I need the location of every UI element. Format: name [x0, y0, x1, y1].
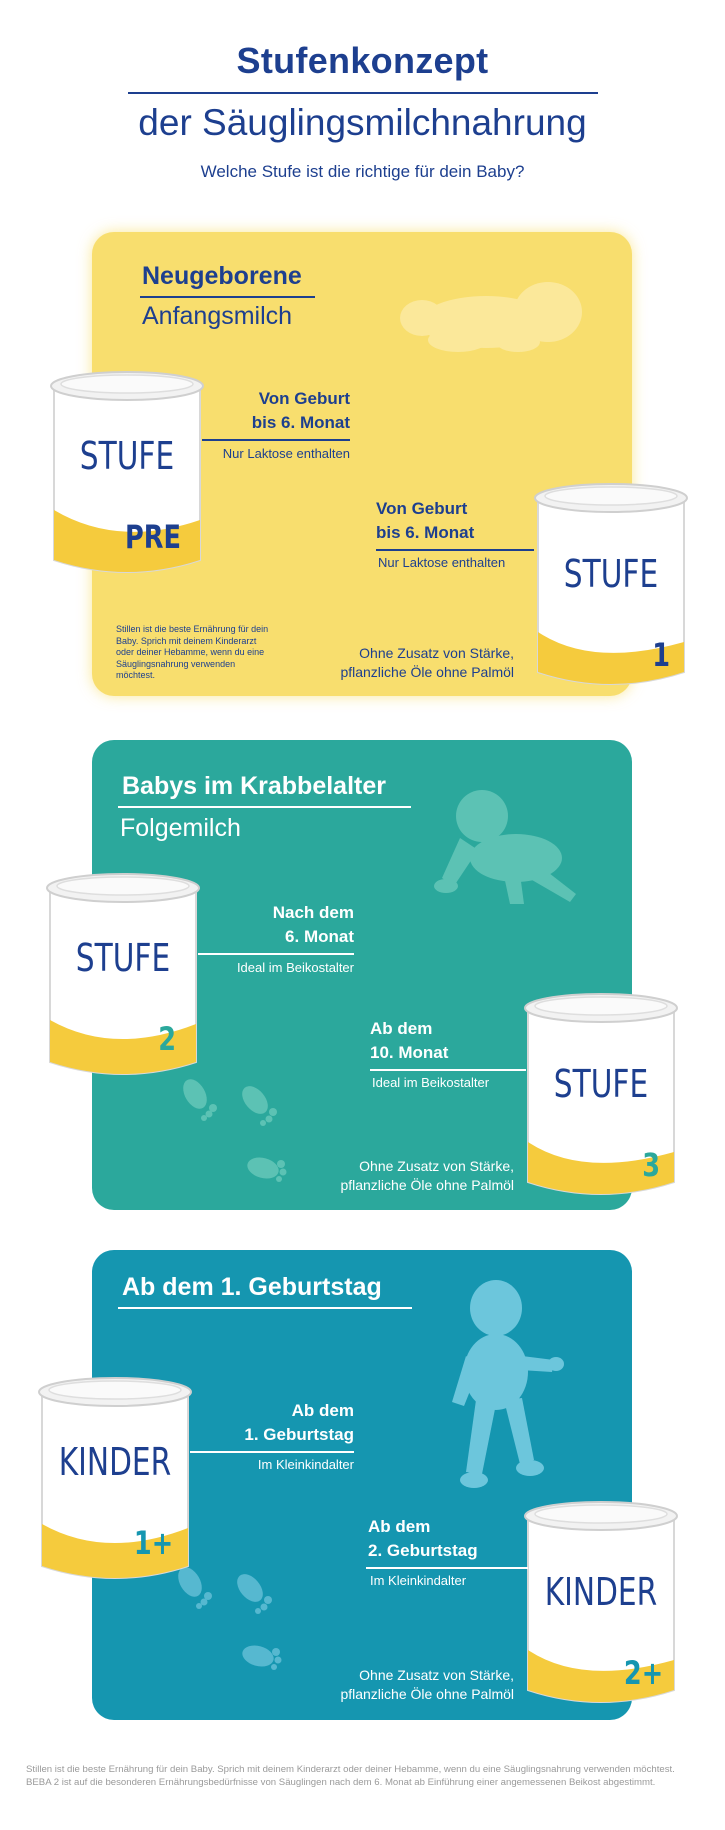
- newborn-footnote-line1: Ohne Zusatz von Stärke,: [359, 645, 514, 661]
- can-2-number: 2: [157, 1020, 176, 1058]
- sleeping-baby-icon: [398, 272, 588, 354]
- kinder2-age-line2: 2. Geburtstag: [368, 1541, 478, 1560]
- can-1-number: 1: [651, 636, 670, 674]
- walking-toddler-icon: [446, 1276, 566, 1496]
- stage1-age-line2: bis 6. Monat: [376, 523, 475, 542]
- stage2-note: Ideal im Beikostalter: [236, 960, 354, 975]
- can-stage-pre: [48, 370, 206, 586]
- crawling-footnote: [306, 1157, 514, 1195]
- toddler-footnote-line1: Ohne Zusatz von Stärke,: [359, 1667, 514, 1683]
- stage3-age-label: [370, 1017, 520, 1065]
- can-1plus-number: 1+: [133, 1524, 174, 1562]
- kinder1-label-rule: [190, 1451, 354, 1453]
- can-pre-number: PRE: [125, 518, 182, 556]
- toddler-heading: Ab dem 1. Geburtstag: [122, 1273, 382, 1301]
- can-1plus-word: KINDER: [58, 1440, 172, 1484]
- stage1-note: Nur Laktose enthalten: [378, 555, 506, 570]
- crawling-heading: Babys im Krabbelalter: [122, 772, 386, 800]
- pre-age-line1: Von Geburt: [258, 389, 350, 408]
- stage2-age-line1: Nach dem: [272, 903, 354, 922]
- kinder1-age-label: [200, 1399, 354, 1447]
- kinder2-note: Im Kleinkindalter: [370, 1573, 467, 1588]
- stage1-label-rule: [376, 549, 534, 551]
- pre-age-line2: bis 6. Monat: [251, 413, 350, 432]
- footprints-icon: [175, 1072, 295, 1192]
- kinder1-note: Im Kleinkindalter: [257, 1457, 354, 1472]
- kinder1-age-line2: 1. Geburtstag: [244, 1425, 354, 1444]
- stage3-note: Ideal im Beikostalter: [372, 1075, 490, 1090]
- toddler-footnote-line2: pflanzliche Öle ohne Palmöl: [340, 1686, 514, 1702]
- can-2plus-word: KINDER: [544, 1570, 658, 1614]
- can-2-word: STUFE: [75, 936, 171, 980]
- breastfeeding-note: Stillen ist die beste Ernährung für dein Baby. Sprich mit deinem Kinderarzt oder deiner Hebamme, wenn du eine Säuglingsnahrung verwenden möchtest.: [116, 624, 269, 680]
- newborn-subheading: Anfangsmilch: [142, 302, 293, 330]
- newborn-heading-rule: [140, 296, 315, 298]
- can-3-word: STUFE: [553, 1062, 649, 1106]
- can-2plus-number: 2+: [623, 1654, 664, 1692]
- pre-note: Nur Laktose enthalten: [222, 446, 350, 461]
- crawling-subheading: Folgemilch: [120, 814, 241, 842]
- stage2-age-line2: 6. Monat: [285, 927, 354, 946]
- kinder2-age-line1: Ab dem: [368, 1517, 431, 1536]
- stage2-label-rule: [198, 953, 354, 955]
- can-1-word: STUFE: [563, 552, 659, 596]
- legal-footer-line1: Stillen ist die beste Ernährung für dein Baby. Sprich mit deinem Kinderarzt oder deiner Hebamme, wenn du eine Säuglingsnahrung verwenden möchtest.: [26, 1764, 675, 1775]
- kinder2-age-label: [368, 1515, 528, 1563]
- stage1-age-label: [376, 497, 526, 545]
- crawling-heading-rule: [118, 806, 411, 808]
- legal-footer-line2: BEBA 2 ist auf die besonderen Ernährungsbedürfnisse von Säuglingen nach dem 6. Monat ab Einführung einer angemessenen Beikost abgestimmt.: [26, 1777, 656, 1788]
- page-title: Stufenkonzept: [236, 40, 489, 81]
- can-stage-2: [44, 872, 202, 1088]
- kinder1-age-line1: Ab dem: [291, 1401, 354, 1420]
- can-2-graphic: [44, 872, 202, 1088]
- can-kinder-2plus: [522, 1500, 680, 1716]
- stage2-age-label: [218, 901, 354, 949]
- stage3-age-line2: 10. Monat: [370, 1043, 449, 1062]
- can-stage-3: [522, 992, 680, 1208]
- page-question: Welche Stufe ist die richtige für dein Baby?: [200, 162, 525, 181]
- can-stage-1: [532, 482, 690, 698]
- pre-age-label: [220, 387, 350, 435]
- crawling-baby-icon: [420, 786, 590, 916]
- toddler-footnote: [306, 1666, 514, 1704]
- newborn-footnote-line2: pflanzliche Öle ohne Palmöl: [340, 664, 514, 680]
- can-kinder-1plus: [36, 1376, 194, 1592]
- kinder2-label-rule: [366, 1567, 528, 1569]
- crawling-footnote-line1: Ohne Zusatz von Stärke,: [359, 1158, 514, 1174]
- page-subtitle: der Säuglingsmilchnahrung: [138, 102, 587, 143]
- stage3-age-line1: Ab dem: [370, 1019, 433, 1038]
- title-divider: [128, 92, 598, 94]
- can-pre-word: STUFE: [79, 434, 175, 478]
- page-header: [0, 40, 725, 182]
- stage1-age-line1: Von Geburt: [376, 499, 468, 518]
- toddler-heading-rule: [118, 1307, 412, 1309]
- pre-label-rule: [202, 439, 350, 441]
- can-3-number: 3: [641, 1146, 660, 1184]
- newborn-footnote: [306, 644, 514, 682]
- stage3-label-rule: [370, 1069, 526, 1071]
- crawling-footnote-line2: pflanzliche Öle ohne Palmöl: [340, 1177, 514, 1193]
- legal-footer: [26, 1763, 716, 1789]
- newborn-heading: Neugeborene: [142, 262, 302, 290]
